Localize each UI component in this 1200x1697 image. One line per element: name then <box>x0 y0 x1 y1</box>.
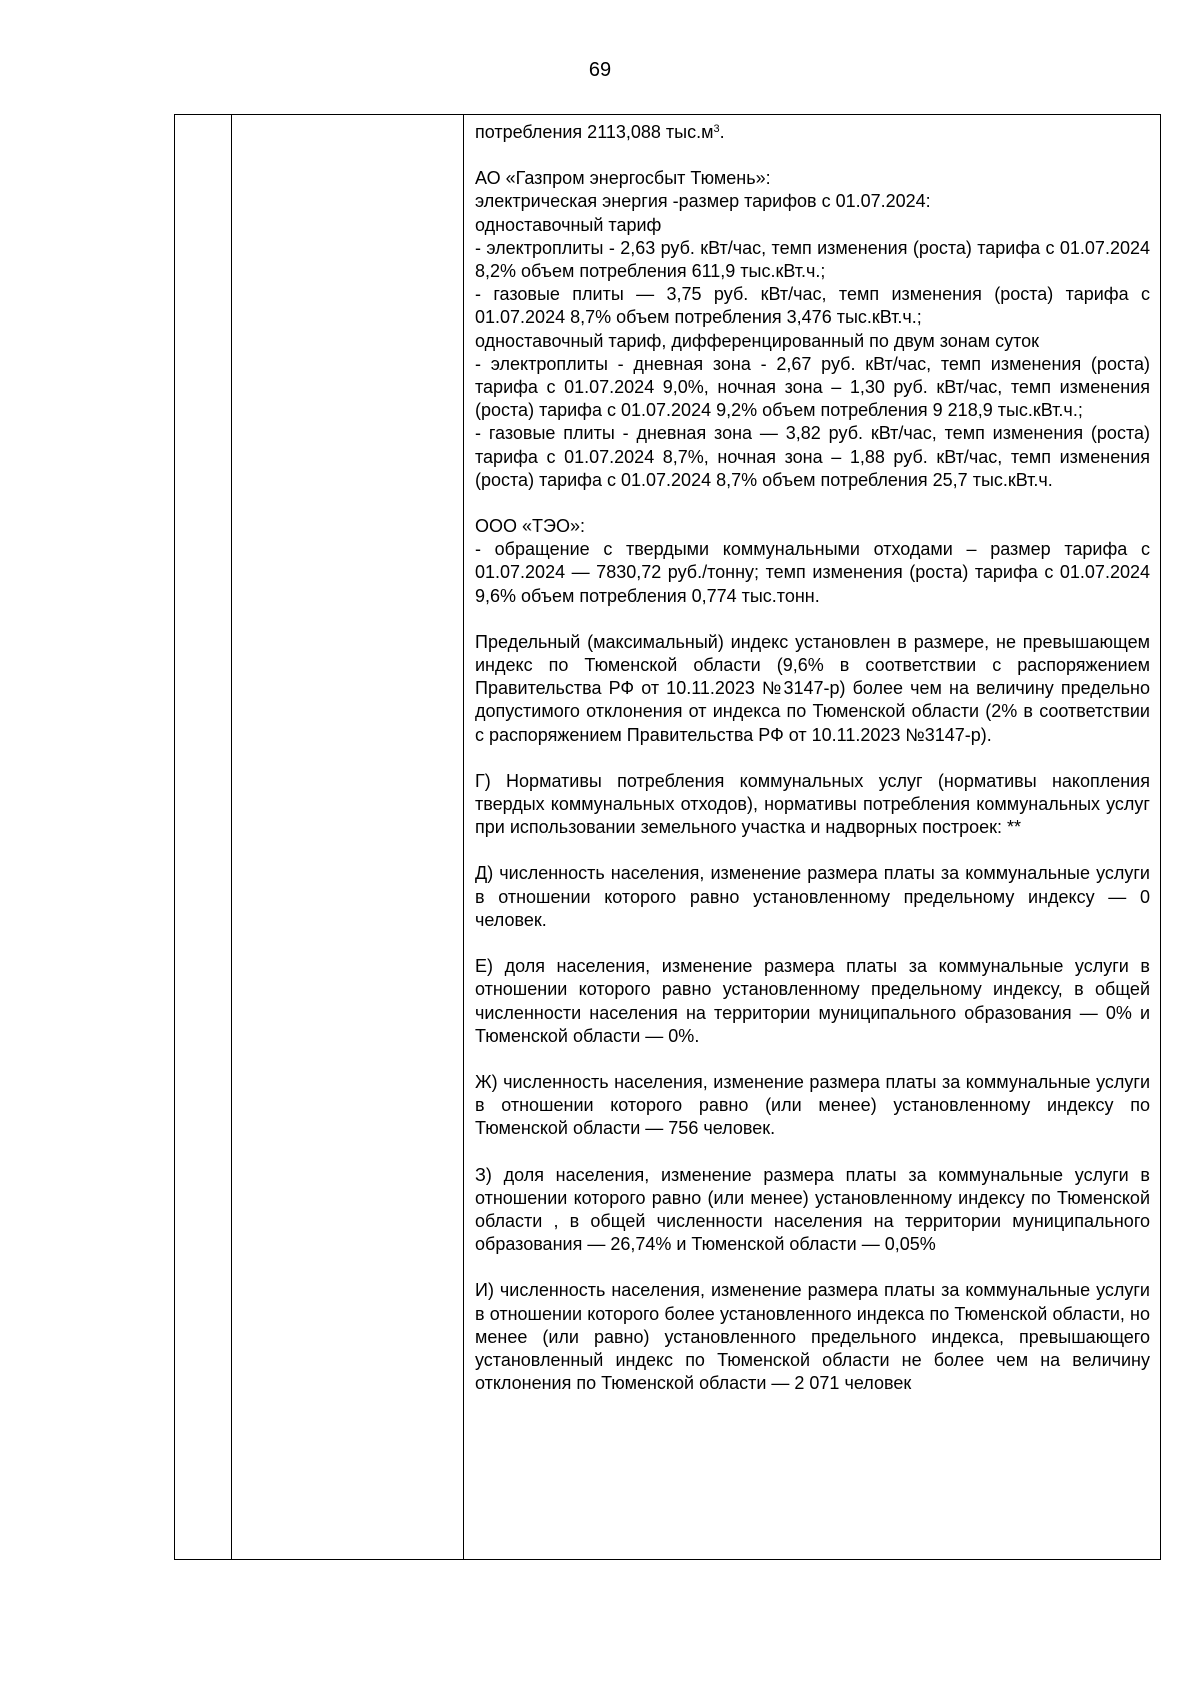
paragraph-d-population: Д) численность населения, изменение размера платы за коммунальные услуги в отношении которого равно установленному предельному индексу — 0 человек. <box>475 863 1150 930</box>
text-line-main: потребления 2113,088 $тыс.м^3$. <box>475 122 725 142</box>
table-cell-number <box>175 115 232 1560</box>
paragraph-teo <box>475 515 1150 608</box>
text-line: электрическая энергия -размер тарифов с 01.07.2024: <box>475 191 931 212</box>
paragraph-consumption-volume <box>475 121 1150 144</box>
text-line: ООО «ТЭО»: <box>475 516 585 537</box>
table-cell-content <box>464 115 1161 1560</box>
table-cell-name <box>232 115 464 1560</box>
text-line: одноставочный тариф, дифференцированный по двум зонам суток <box>475 330 1040 351</box>
text-line: АО «Газпром энергосбыт Тюмень»: <box>475 168 771 189</box>
paragraph-gazprom-energosbyt <box>475 167 1150 492</box>
paragraph-e-share: Е) доля населения, изменение размера платы за коммунальные услуги в отношении которого равно установленному предельному индексу, в общей численности населения на территории муниципального образования — 0% и Тюменской области — 0%. <box>475 956 1150 1046</box>
text-line: - электроплиты - дневная зона - 2,67 руб. кВт/час, темп изменения (роста) тарифа с 01.07.2024 9,0%, ночная зона – 1,30 руб. кВт/час, темп изменения (роста) тарифа с 01.07.2024 9,2% объем потребления 9 218,9 тыс.кВт.ч.; <box>475 353 1150 421</box>
text-line: - электроплиты - 2,63 руб. кВт/час, темп изменения (роста) тарифа с 01.07.2024 8,2% объем потребления 611,9 тыс.кВт.ч.; <box>475 237 1150 282</box>
page-number: 69 <box>588 59 612 81</box>
text-line: - обращение с твердыми коммунальными отходами – размер тарифа с 01.07.2024 — 7830,72 руб./тонну; темп изменения (роста) тарифа с 01.07.2024 9,6% объем потребления 0,774 тыс.тонн. <box>475 539 1150 606</box>
text-line: - газовые плиты — 3,75 руб. кВт/час, темп изменения (роста) тарифа с 01.07.2024 8,7% объем потребления 3,476 тыс.кВт.ч.; <box>475 284 1150 328</box>
text-line: - газовые плиты - дневная зона — 3,82 руб. кВт/час, темп изменения (роста) тарифа с 01.07.2024 8,7%, ночная зона – 1,88 руб. кВт/час, темп изменения (роста) тарифа с 01.07.2024 8,7% объем потребления 25,7 тыс.кВт.ч. <box>475 423 1150 490</box>
paragraph-z-share: З) доля населения, изменение размера платы за коммунальные услуги в отношении которого равно (или менее) установленному индексу по Тюменской области , в общей численности населения на территории муниципального образования — 26,74% и Тюменской области — 0,05% <box>475 1164 1150 1255</box>
table-row <box>175 115 1161 1560</box>
paragraph-g-norms: Г) Нормативы потребления коммунальных услуг (нормативы накопления твердых коммунальных отходов), нормативы потребления коммунальных услуг при использовании земельного участка и надворных построек: ** <box>475 770 1150 838</box>
paragraph-zh-population: Ж) численность населения, изменение размера платы за коммунальные услуги в отношении которого равно (или менее) установленному индексу по Тюменской области — 756 человек. <box>475 1071 1150 1139</box>
paragraph-i-population: И) численность населения, изменение размера платы за коммунальные услуги в отношении которого более установленного индекса по Тюменской области, но менее (или равно) установленного предельного индекса, превышающего установленный индекс по Тюменской области не более чем на величину отклонения по Тюменской области — 2 071 человек <box>475 1280 1150 1394</box>
paragraph-max-index: Предельный (максимальный) индекс установлен в размере, не превышающем индекс по Тюменской области (9,6% в соответствии с распоряжением Правительства РФ от 10.11.2023 №3147-р) более чем на величину предельно допустимого отклонения от индекса по Тюменской области (2% в соответствии с распоряжением Правительства РФ от 10.11.2023 №3147-р). <box>475 631 1150 745</box>
text-line <box>475 121 1150 144</box>
text-line: одноставочный тариф <box>475 214 662 235</box>
document-table <box>174 114 1161 1560</box>
